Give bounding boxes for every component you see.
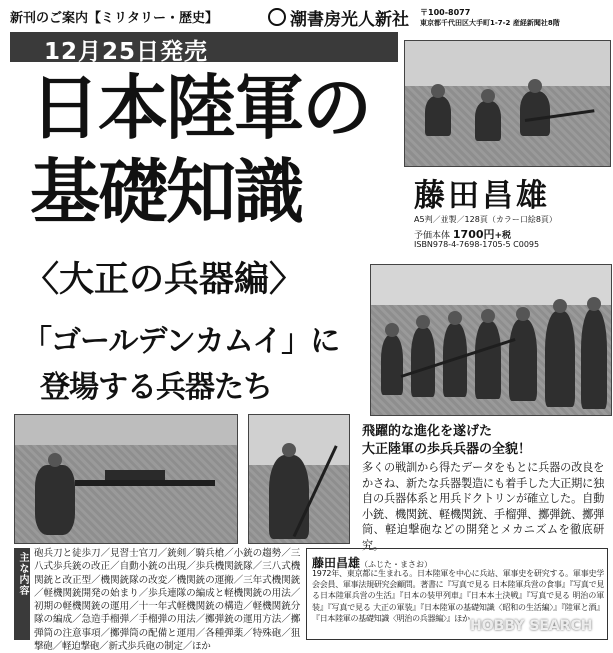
contents-text: 砲兵刀と徒歩刀／見習士官刀／銃剣／騎兵槍／小銃の趨勢／三八式歩兵銃の改正／自動小銃の出現／歩兵機関銃隊／三八式機関銃と改正型／機関銃隊の改変／機関銃の運搬／三年式機関銃／軽機関銃開発の始まり／歩兵連隊の編成と軽機関銃の用法／初期の軽機関銃の運用／十一年式軽機関銃の構造／軽機関銃分隊の編成／急造手榴弾／手榴弾の用法／擲弾銃の運用方法／擲弾筒の注意事項／擲弾筒の配備と運用／各種弾薬／特殊砲／狙撃砲／軽迫撃砲／新式歩兵砲の制定／ほか	[34, 548, 300, 653]
description-body: 多くの戦訓から得たデータをもとに兵器の改良をかさね、新たな兵器製造にも着手した大正期に独自の兵器体系と用兵ドクトリンが確立した。自動小銃、機関銃、軽機関銃、手榴弾、擲弾銃、擲弾筒、軽迫撃砲などの開発とメカニズムを徹底研究。	[362, 461, 604, 552]
release-date: 12月25日発売	[44, 39, 209, 65]
price-tax: +税	[494, 231, 512, 241]
subtitle: 〈大正の兵器編〉	[24, 259, 305, 300]
description-headline1: 飛躍的な進化を遂げた	[362, 424, 493, 439]
tagline-line2: 登場する兵器たち	[40, 370, 272, 405]
category-heading: 新刊のご案内【ミリタリー・歴史】	[10, 11, 219, 26]
book-isbn: ISBN978-4-7698-1705-5 C0095	[414, 240, 540, 249]
photo-machine-gunner	[14, 414, 238, 544]
publisher-logo-box	[268, 4, 416, 30]
contents-label: 主な内容	[17, 552, 28, 596]
price-value: 1700円	[452, 228, 495, 241]
author-bio-text: 1972年、東京都に生まれる。日本陸軍を中心に兵站、軍事史を研究する。軍事史学会会員、軍事法規研究会顧問。著書に『写真で見る 日本陸軍兵営の食事』『写真で見る日本陸軍兵営の生活』『日本の装甲列車』『日本本土決戦』『写真で見る 明治の軍装』『写真で見る 大正の軍装』『日本陸軍の基礎知識〈昭和の生活編〉』『陸軍と酒』『日本陸軍の基礎知識〈明治の兵器編〉』ほか	[312, 569, 604, 623]
tagline-line1: 「ゴールデンカムイ」に	[22, 324, 340, 359]
photo-soldiers-line	[370, 264, 612, 416]
description-headline2: 大正陸軍の歩兵兵器の全貌！	[362, 442, 532, 457]
price-label: 予価本体	[414, 231, 451, 241]
wave-logo-icon	[268, 8, 286, 26]
author-name-large: 藤田昌雄	[414, 178, 550, 214]
watermark: HOBBY SEARCH	[470, 618, 593, 634]
photo-soldier-rifle	[248, 414, 350, 544]
publisher-name: 潮書房光人新社	[290, 9, 409, 30]
publisher-address: 東京都千代田区大手町1-7-2 産経新聞社8階	[420, 19, 560, 27]
title-line1: 日本陸軍の	[30, 67, 370, 149]
book-spec: A5判／並製／128頁（カラー口絵8頁）	[414, 215, 557, 224]
publisher-postal: 〒100-8077	[420, 8, 471, 17]
photo-soldiers-trench	[404, 40, 611, 167]
title-line2: 基礎知識	[30, 151, 302, 233]
author-bio-name: 藤田昌雄	[312, 556, 361, 570]
author-bio-reading: （ふじた・まさお）	[360, 560, 433, 569]
